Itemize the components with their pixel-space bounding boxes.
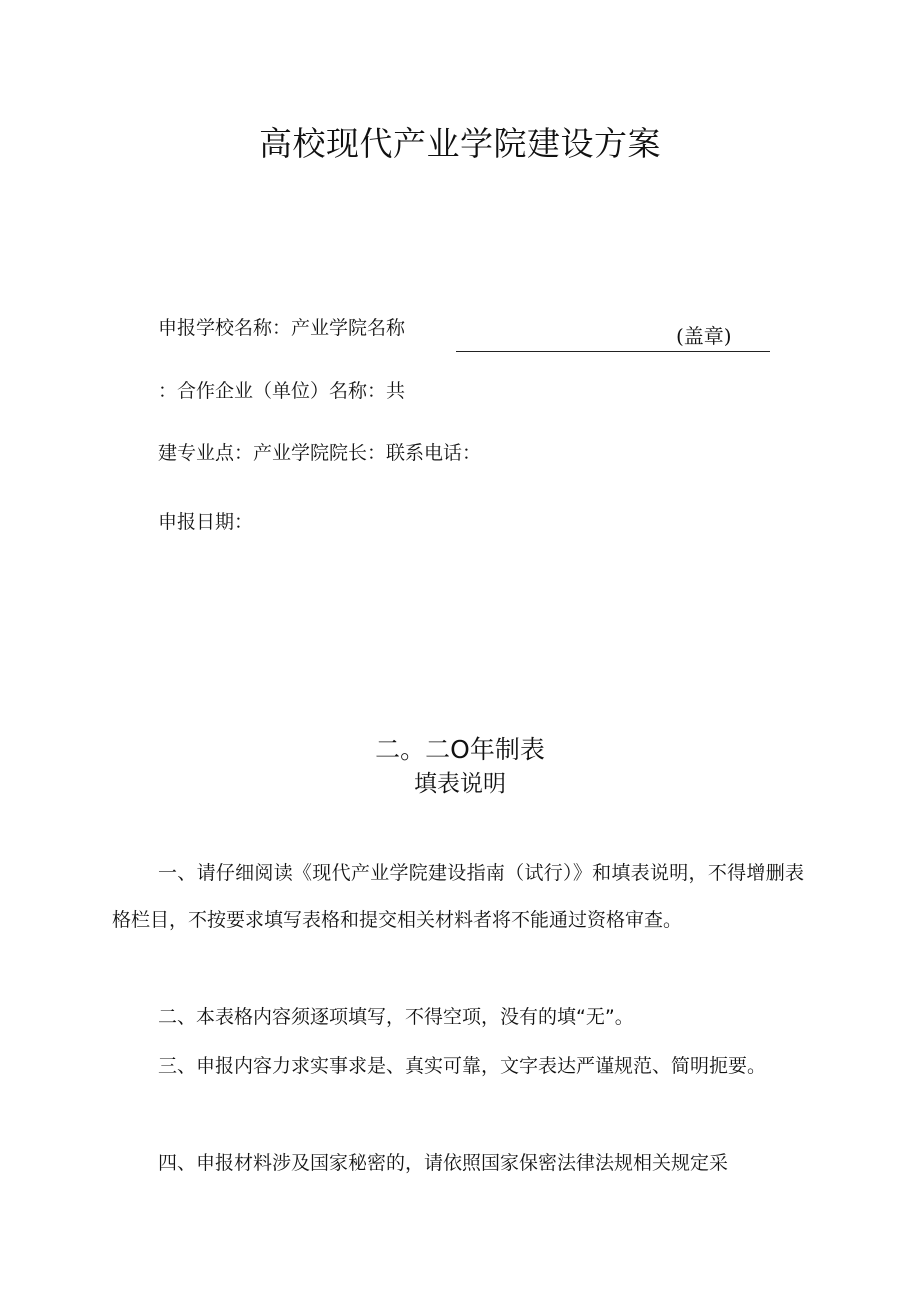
document-title: 高校现代产业学院建设方案 [259,124,661,163]
instruction-1: 一、请仔细阅读《现代产业学院建设指南（试行）》和填表说明，不得增删表格栏目，不按要求填写表格和提交相关材料者将不能通过资格审查。 [112,862,804,931]
instruction-2: 二、本表格内容须逐项填写，不得空项，没有的填“无”。 [158,1006,634,1028]
section-title: 填表说明 [414,771,506,797]
instruction-4: 四、申报材料涉及国家秘密的，请依照国家保密法律法规相关规定采 [158,1152,729,1174]
instruction-3: 三、申报内容力求实事求是、真实可靠，文字表达严谨规范、简明扼要。 [158,1055,767,1077]
application-date-field: 申报日期： [158,511,254,533]
seal-label: (盖章) [676,324,732,348]
major-dean-phone-field: 建专业点：产业学院院长：联系电话： [158,442,482,464]
signature-underline [456,351,770,352]
year-line: 二。二O年制表 [375,735,545,764]
partner-enterprise-field: ：合作企业（单位）名称：共 [158,380,406,402]
school-name-field: 申报学校名称：产业学院名称 [158,317,406,339]
